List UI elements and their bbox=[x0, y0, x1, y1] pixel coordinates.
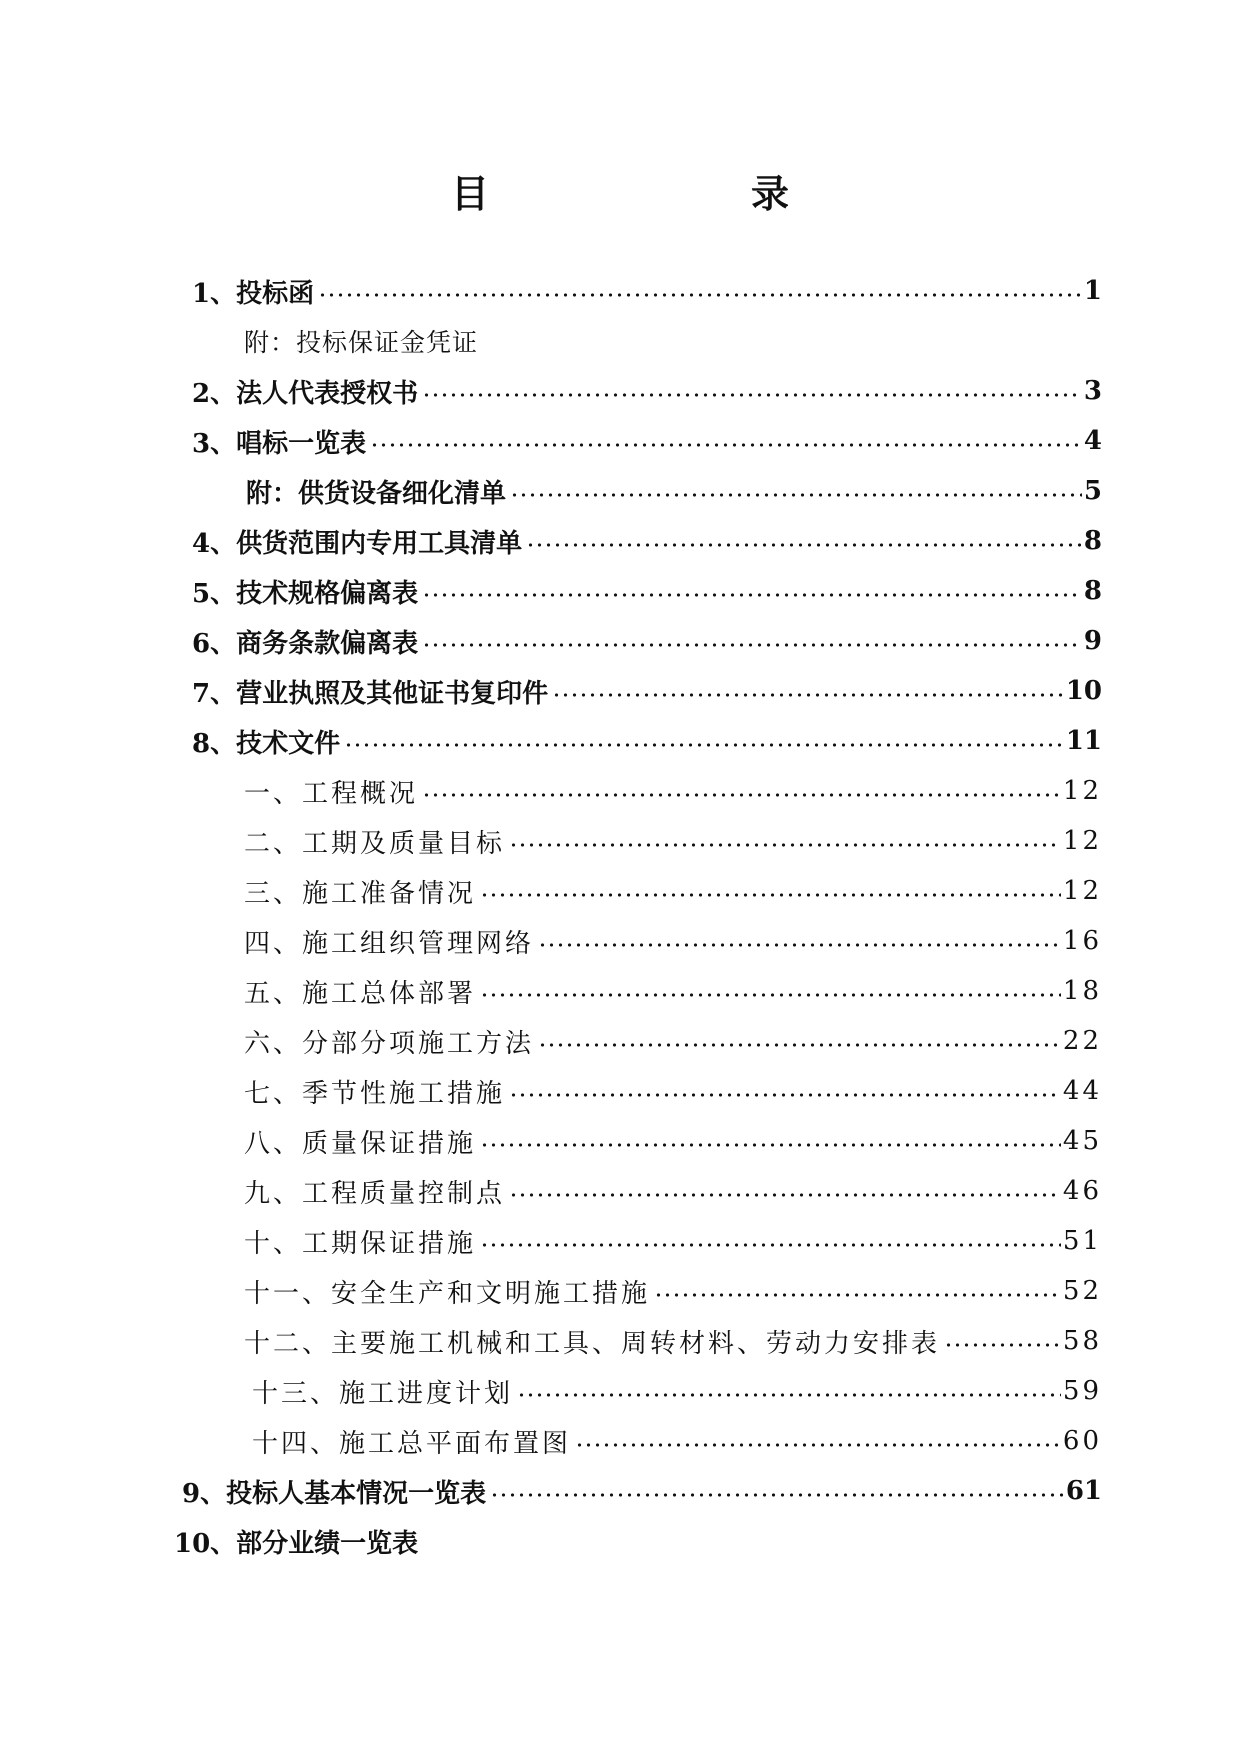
toc-entry-10[interactable] bbox=[0, 1516, 1240, 1566]
dot-leader bbox=[422, 642, 1082, 648]
dot-leader bbox=[318, 292, 1082, 298]
toc-subentry-5[interactable] bbox=[0, 966, 1240, 1016]
dot-leader bbox=[538, 1042, 1061, 1048]
toc-page-number: 8 bbox=[1083, 526, 1102, 556]
toc-page-number: 4 bbox=[1083, 426, 1102, 456]
dot-leader bbox=[344, 742, 1064, 748]
toc-entry-9[interactable] bbox=[0, 1466, 1240, 1516]
toc-subentry-10[interactable] bbox=[0, 1216, 1240, 1266]
toc-page-number: 46 bbox=[1062, 1176, 1102, 1206]
toc-page-number: 45 bbox=[1062, 1126, 1102, 1156]
toc-entry-label: 10、部分业绩一览表 bbox=[174, 1523, 420, 1560]
table-of-contents bbox=[0, 266, 1240, 1566]
toc-entry-label: 十一、安全生产和文明施工措施 bbox=[244, 1273, 652, 1310]
dot-leader bbox=[526, 542, 1082, 548]
toc-entry-label: 九、工程质量控制点 bbox=[244, 1173, 507, 1210]
toc-subentry-2[interactable] bbox=[0, 816, 1240, 866]
toc-page-number: 44 bbox=[1062, 1076, 1102, 1106]
toc-page-number: 12 bbox=[1062, 876, 1102, 906]
dot-leader bbox=[480, 892, 1061, 898]
toc-page-number: 58 bbox=[1062, 1326, 1102, 1356]
toc-entry-label: 四、施工组织管理网络 bbox=[244, 923, 536, 960]
toc-entry-label: 十三、施工进度计划 bbox=[252, 1373, 515, 1410]
toc-page-number: 61 bbox=[1065, 1476, 1102, 1506]
dot-leader bbox=[480, 1142, 1061, 1148]
dot-leader bbox=[509, 842, 1061, 848]
toc-note-bid-bond bbox=[0, 316, 1240, 366]
toc-entry-7[interactable] bbox=[0, 666, 1240, 716]
toc-entry-5[interactable] bbox=[0, 566, 1240, 616]
dot-leader bbox=[510, 492, 1082, 498]
toc-subentry-4[interactable] bbox=[0, 916, 1240, 966]
toc-subentry-7[interactable] bbox=[0, 1066, 1240, 1116]
toc-entry-label: 十、工期保证措施 bbox=[244, 1223, 478, 1260]
page-title: 目 录 bbox=[450, 171, 851, 216]
toc-entry-label: 4、供货范围内专用工具清单 bbox=[192, 523, 524, 560]
dot-leader bbox=[480, 1242, 1061, 1248]
toc-entry-2[interactable] bbox=[0, 366, 1240, 416]
toc-entry-label: 三、施工准备情况 bbox=[244, 873, 478, 910]
toc-entry-label: 二、工期及质量目标 bbox=[244, 823, 507, 860]
toc-subentry-3[interactable] bbox=[0, 866, 1240, 916]
dot-leader bbox=[654, 1292, 1061, 1298]
toc-entry-label: 1、投标函 bbox=[192, 273, 316, 310]
toc-entry-label: 3、唱标一览表 bbox=[192, 423, 368, 460]
toc-page-number: 10 bbox=[1065, 676, 1102, 706]
toc-page-number: 60 bbox=[1062, 1426, 1102, 1456]
toc-entry-6[interactable] bbox=[0, 616, 1240, 666]
toc-page-number: 12 bbox=[1062, 776, 1102, 806]
toc-entry-label: 9、投标人基本情况一览表 bbox=[182, 1473, 488, 1510]
toc-entry-label: 八、质量保证措施 bbox=[244, 1123, 478, 1160]
toc-subentry-8[interactable] bbox=[0, 1116, 1240, 1166]
toc-page-number: 18 bbox=[1062, 976, 1102, 1006]
toc-entry-label: 7、营业执照及其他证书复印件 bbox=[192, 673, 550, 710]
dot-leader bbox=[552, 692, 1064, 698]
toc-entry-label: 五、施工总体部署 bbox=[244, 973, 478, 1010]
toc-entry-label: 6、商务条款偏离表 bbox=[192, 623, 420, 660]
toc-entry-label: 2、法人代表授权书 bbox=[192, 373, 420, 410]
toc-page-number: 59 bbox=[1062, 1376, 1102, 1406]
dot-leader bbox=[538, 942, 1061, 948]
toc-page-number: 8 bbox=[1083, 576, 1102, 606]
toc-subentry-12[interactable] bbox=[0, 1316, 1240, 1366]
toc-page-number: 52 bbox=[1062, 1276, 1102, 1306]
toc-page-number: 5 bbox=[1083, 476, 1102, 506]
dot-leader bbox=[422, 792, 1061, 798]
toc-entry-label: 十四、施工总平面布置图 bbox=[252, 1423, 573, 1460]
toc-page-number: 16 bbox=[1062, 926, 1102, 956]
dot-leader bbox=[509, 1092, 1061, 1098]
toc-subentry-1[interactable] bbox=[0, 766, 1240, 816]
toc-entry-label: 8、技术文件 bbox=[192, 723, 342, 760]
dot-leader bbox=[422, 592, 1082, 598]
toc-entry-label: 附：投标保证金凭证 bbox=[244, 323, 480, 359]
dot-leader bbox=[480, 992, 1061, 998]
toc-page-number: 11 bbox=[1065, 726, 1102, 756]
toc-entry-label: 5、技术规格偏离表 bbox=[192, 573, 420, 610]
toc-page-number: 12 bbox=[1062, 826, 1102, 856]
dot-leader bbox=[422, 392, 1082, 398]
toc-entry-8[interactable] bbox=[0, 716, 1240, 766]
toc-subentry-11[interactable] bbox=[0, 1266, 1240, 1316]
toc-subentry-6[interactable] bbox=[0, 1016, 1240, 1066]
toc-entry-label: 十二、主要施工机械和工具、周转材料、劳动力安排表 bbox=[244, 1323, 942, 1360]
toc-page-number: 9 bbox=[1083, 626, 1102, 656]
toc-subentry-14[interactable] bbox=[0, 1416, 1240, 1466]
dot-leader bbox=[370, 442, 1082, 448]
toc-subentry-13[interactable] bbox=[0, 1366, 1240, 1416]
toc-page-number: 1 bbox=[1083, 276, 1102, 306]
toc-entry-1[interactable] bbox=[0, 266, 1240, 316]
toc-entry-label: 一、工程概况 bbox=[244, 773, 420, 810]
toc-page-number: 3 bbox=[1083, 376, 1102, 406]
dot-leader bbox=[944, 1342, 1061, 1348]
toc-page-number: 22 bbox=[1062, 1026, 1102, 1056]
dot-leader bbox=[509, 1192, 1061, 1198]
dot-leader bbox=[490, 1492, 1064, 1498]
toc-entry-label: 附：供货设备细化清单 bbox=[246, 473, 508, 510]
toc-entry-3[interactable] bbox=[0, 416, 1240, 466]
toc-subentry-9[interactable] bbox=[0, 1166, 1240, 1216]
toc-entry-label: 六、分部分项施工方法 bbox=[244, 1023, 536, 1060]
dot-leader bbox=[575, 1442, 1061, 1448]
toc-entry-label: 七、季节性施工措施 bbox=[244, 1073, 507, 1110]
toc-entry-4[interactable] bbox=[0, 516, 1240, 566]
toc-page-number: 51 bbox=[1062, 1226, 1102, 1256]
dot-leader bbox=[517, 1392, 1061, 1398]
toc-entry-3-appendix[interactable] bbox=[0, 466, 1240, 516]
